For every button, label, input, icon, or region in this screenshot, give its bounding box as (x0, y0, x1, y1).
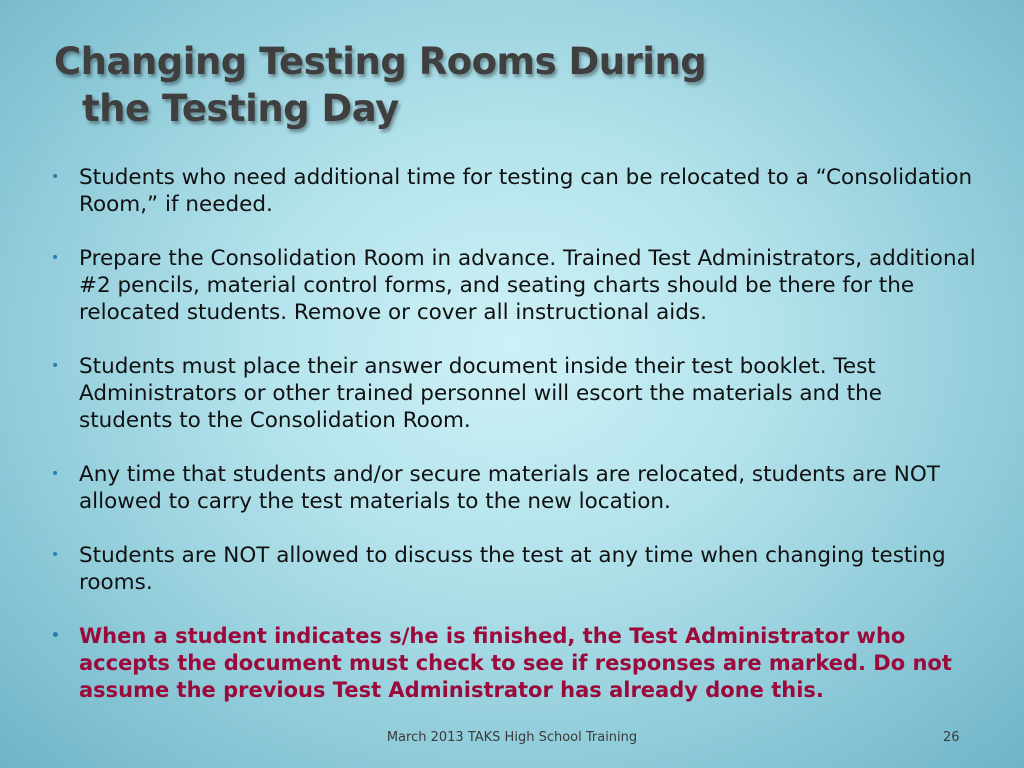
bullet-dot-icon: • (51, 358, 60, 374)
page-number: 26 (943, 730, 960, 745)
bullet-dot-icon: • (51, 547, 60, 563)
bullet-text: Students must place their answer document inside their test booklet. Test Administrators or other trained personnel will escort the materials and the students to the Consolidation Room. (79, 354, 882, 433)
slide-footer: March 2013 TAKS High School Training (386, 730, 638, 745)
bullet-item (50, 353, 980, 434)
bullet-dot-icon: • (51, 169, 60, 185)
bullet-dot-icon: • (51, 250, 60, 266)
bullet-item (50, 245, 980, 326)
title-line-2: the Testing Day (82, 87, 399, 130)
bullet-item (50, 542, 980, 596)
bullet-item-emphasis (50, 623, 980, 704)
bullet-dot-icon: • (51, 628, 60, 644)
bullet-text: Students who need additional time for testing can be relocated to a “Consolidation Room,” if needed. (79, 165, 973, 217)
bullet-item (50, 164, 980, 218)
bullet-item (50, 461, 980, 515)
bullet-text: Any time that students and/or secure materials are relocated, students are NOT allowed to carry the test materials to the new location. (79, 462, 940, 514)
bullet-text: When a student indicates s/he is finished, the Test Administrator who accepts the document must check to see if responses are marked. Do not assume the previous Test Administrator has already done this. (79, 624, 952, 702)
bullet-list (50, 164, 980, 731)
bullet-text: Prepare the Consolidation Room in advance. Trained Test Administrators, additional #2 pencils, material control forms, and seating charts should be there for the relocated students. Remove or cover all instructional aids. (79, 246, 976, 325)
bullet-text: Students are NOT allowed to discuss the test at any time when changing testing rooms. (79, 543, 946, 595)
bullet-dot-icon: • (51, 466, 60, 482)
title-line-1: Changing Testing Rooms During (54, 40, 707, 83)
slide-title (54, 38, 954, 132)
